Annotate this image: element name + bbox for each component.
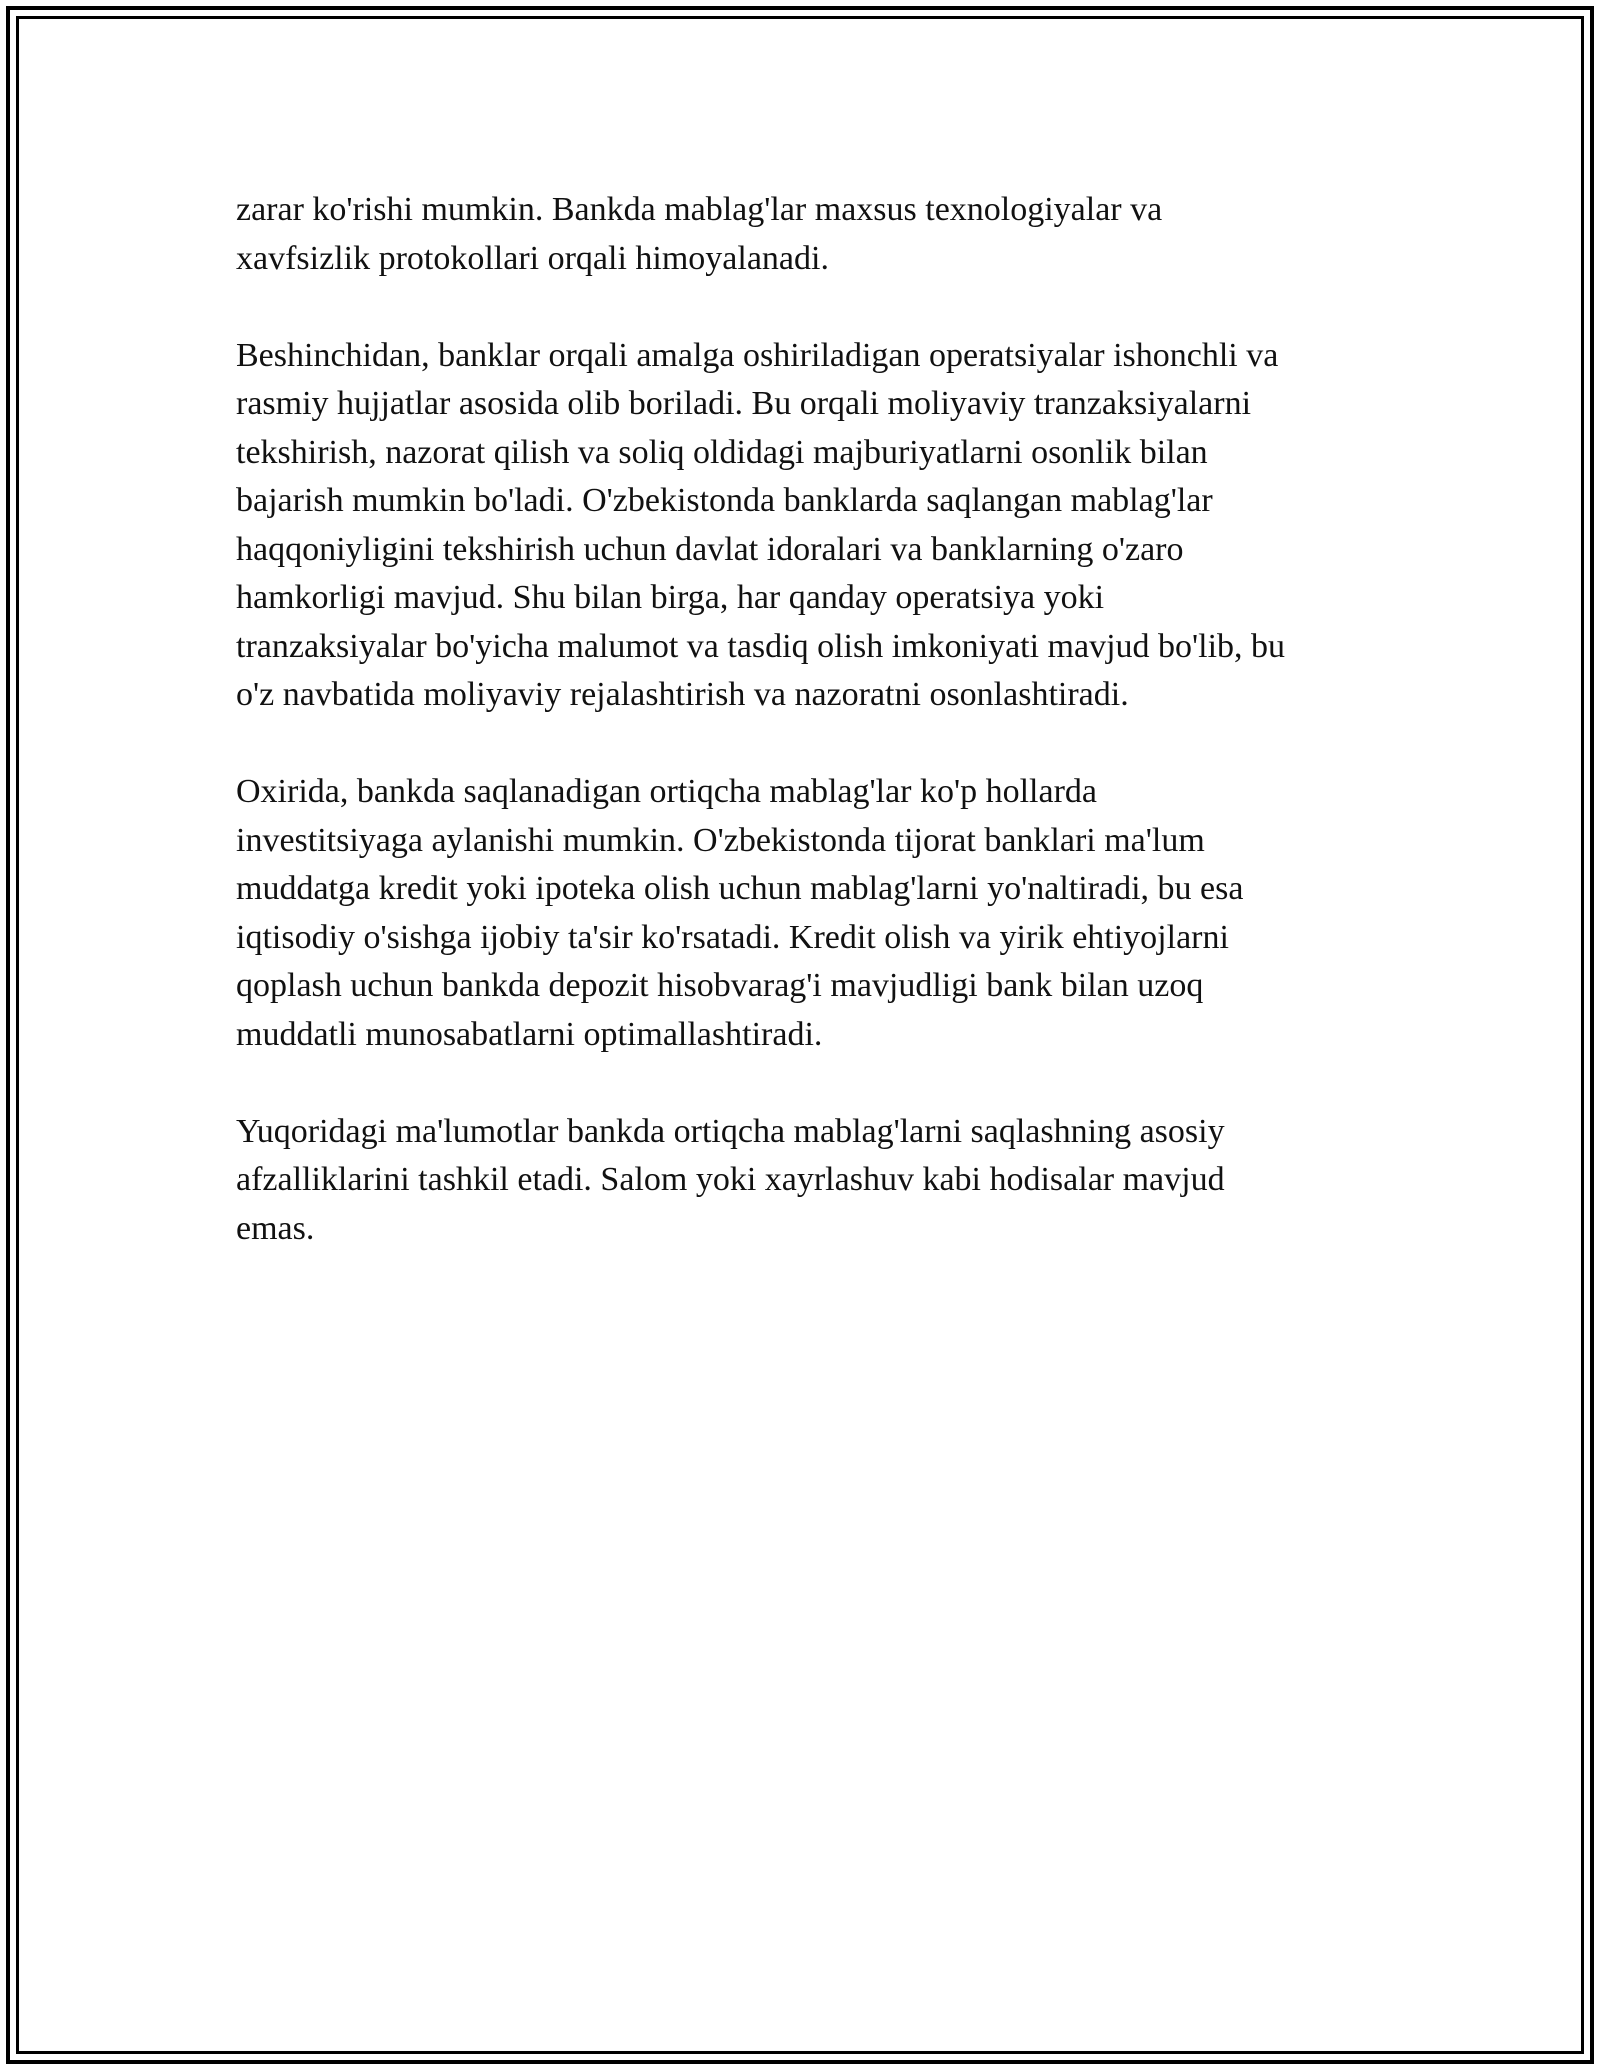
- text-line: xavfsizlik protokollari orqali himoyalanadi.: [236, 239, 829, 277]
- text-line: o'z navbatida moliyaviy rejalashtirish va nazoratni osonlashtiradi.: [236, 676, 1129, 713]
- text-line: emas.: [236, 1209, 315, 1247]
- text-line: Beshinchidan, banklar orqali amalga oshiriladigan operatsiyalar ishonchli va: [236, 336, 1279, 374]
- paragraph: [236, 768, 1406, 1059]
- text-line: zarar ko'rishi mumkin. Bankda mablag'lar maxsus texnologiyalar va: [236, 191, 1163, 228]
- text-line: muddatga kredit yoki ipoteka olish uchun mablag'larni yo'naltiradi, bu esa: [236, 870, 1244, 907]
- text-line: afzalliklarini tashkil etadi. Salom yoki xayrlashuv kabi hodisalar mavjud: [236, 1161, 1225, 1198]
- text-line: hamkorligi mavjud. Shu bilan birga, har qanday operatsiya yoki: [236, 579, 1105, 616]
- text-line: tranzaksiyalar bo'yicha malumot va tasdiq olish imkoniyati mavjud bo'lib, bu: [236, 627, 1286, 665]
- text-line: investitsiyaga aylanishi mumkin. O'zbekistonda tijorat banklari ma'lum: [236, 821, 1205, 859]
- text-line: tekshirish, nazorat qilish va soliq oldidagi majburiyatlarni osonlik bilan: [236, 433, 1208, 471]
- text-line: iqtisodiy o'sishga ijobiy ta'sir ko'rsatadi. Kredit olish va yirik ehtiyojlarni: [236, 918, 1229, 956]
- text-line: haqqoniyligini tekshirish uchun davlat idoralari va banklarning o'zaro: [236, 530, 1184, 568]
- text-line: muddatli munosabatlarni optimallashtiradi.: [236, 1015, 823, 1053]
- text-line: qoplash uchun bankda depozit hisobvarag'i mavjudligi bank bilan uzoq: [236, 967, 1204, 1004]
- paragraph: [236, 186, 1406, 283]
- document-body: [236, 186, 1406, 1302]
- paragraph: [236, 332, 1406, 720]
- paragraph: [236, 1108, 1406, 1254]
- text-line: Oxirida, bankda saqlanadigan ortiqcha mablag'lar ko'p hollarda: [236, 773, 1098, 810]
- text-line: rasmiy hujjatlar asosida olib boriladi. Bu orqali moliyaviy tranzaksiyalarni: [236, 385, 1252, 422]
- text-line: bajarish mumkin bo'ladi. O'zbekistonda banklarda saqlangan mablag'lar: [236, 482, 1213, 519]
- text-line: Yuqoridagi ma'lumotlar bankda ortiqcha mablag'larni saqlashning asosiy: [236, 1112, 1225, 1150]
